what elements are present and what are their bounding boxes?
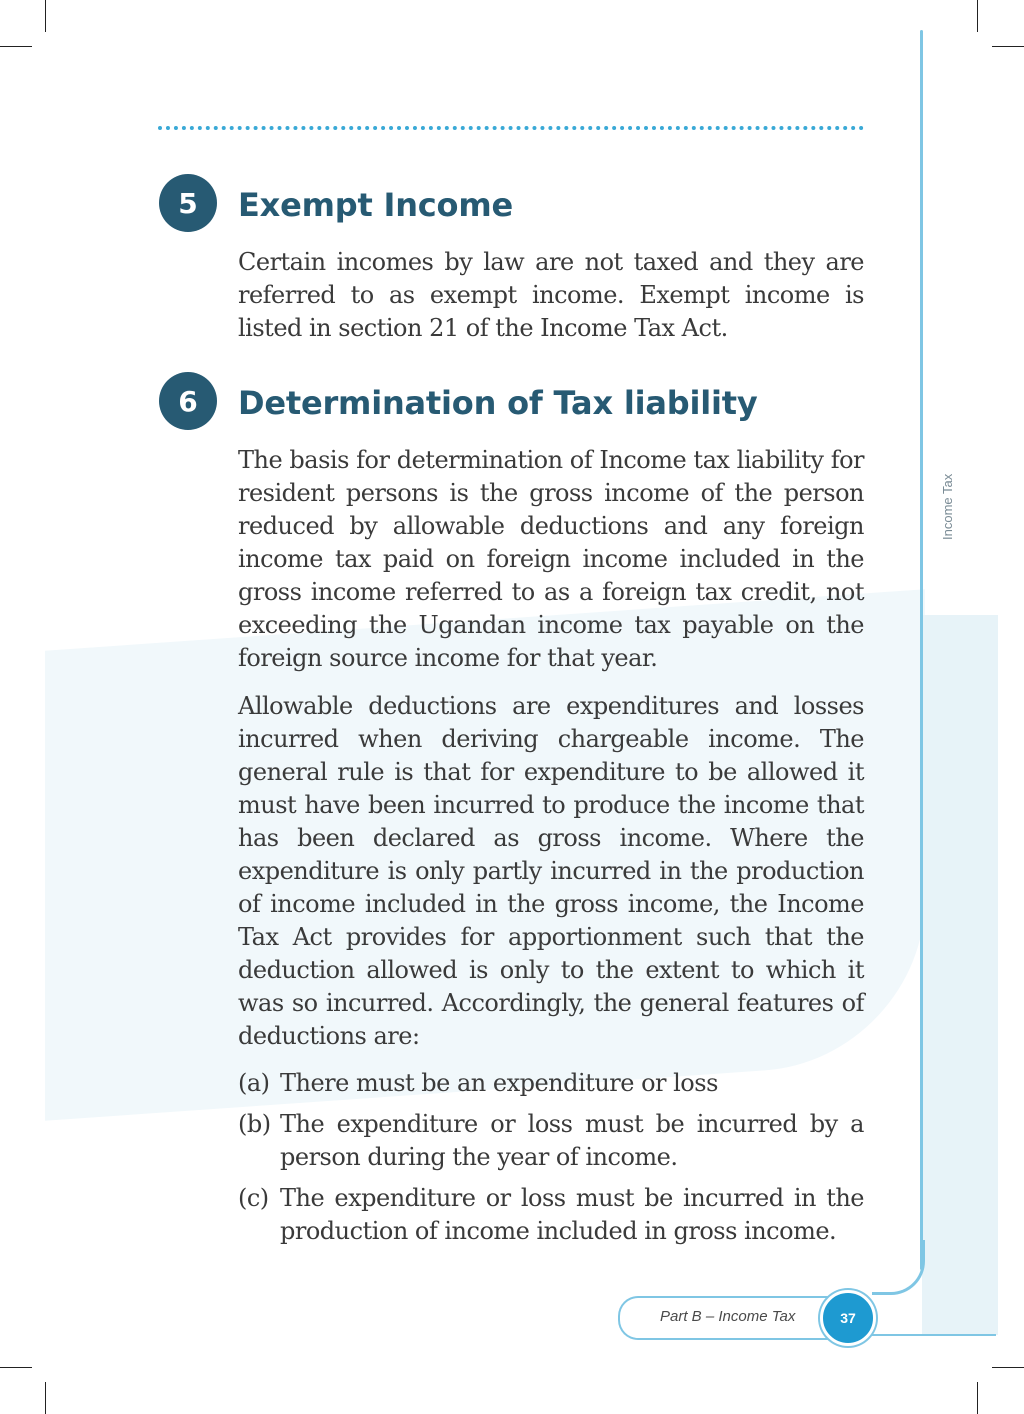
list-marker: (c) <box>238 1184 269 1212</box>
section-number-badge: 5 <box>159 174 217 232</box>
crop-mark <box>0 1367 32 1368</box>
crop-mark <box>992 46 1024 47</box>
footer-line <box>860 1334 996 1336</box>
dotted-rule <box>158 126 864 130</box>
page-number: 37 <box>820 1290 876 1346</box>
crop-mark <box>45 1382 46 1414</box>
list-marker: (b) <box>238 1110 271 1138</box>
section-heading: Exempt Income <box>238 186 513 224</box>
crop-mark <box>992 1367 1024 1368</box>
crop-mark <box>977 1382 978 1414</box>
list-item-text: The expenditure or loss must be incurred by a person during the year of income. <box>280 1110 864 1171</box>
side-border-line <box>920 30 923 1270</box>
crop-mark <box>977 0 978 32</box>
list-item <box>238 1108 864 1174</box>
list-item-text: The expenditure or loss must be incurred in the production of income included in gross income. <box>280 1184 864 1245</box>
paragraph: The basis for determination of Income tax liability for resident persons is the gross income of the person reduced by allowable deductions and any foreign income tax paid on foreign income included in the gross income referred to as a foreign tax credit, not exceeding the Ugandan income tax payable on the foreign source income for that year. <box>238 446 864 672</box>
list-item <box>238 1067 864 1100</box>
paragraph: Allowable deductions are expenditures and losses incurred when deriving chargeable income. The general rule is that for expenditure to be allowed it must have been incurred to produce the income that has been declared as gross income. Where the expenditure is only partly incurred in the production of income included in the gross income, the Income Tax Act provides for apportionment such that the deduction allowed is only to the extent to which it was so incurred. Accordingly, the general features of deductions are: <box>238 692 864 1050</box>
list-marker: (a) <box>238 1069 270 1097</box>
side-border-curve <box>872 1240 925 1295</box>
side-tab-label: Income Tax <box>940 473 955 540</box>
section-heading: Determination of Tax liability <box>238 384 758 422</box>
paragraph: Certain incomes by law are not taxed and they are referred to as exempt income. Exempt income is listed in section 21 of the Income Tax Act. <box>238 248 864 342</box>
crop-mark <box>0 46 32 47</box>
footer-label: Part B – Income Tax <box>660 1308 796 1325</box>
list-item-text: There must be an expenditure or loss <box>280 1069 718 1097</box>
side-panel <box>922 615 998 1335</box>
list-item <box>238 1182 864 1248</box>
section-number-badge: 6 <box>159 372 217 430</box>
crop-mark <box>45 0 46 32</box>
